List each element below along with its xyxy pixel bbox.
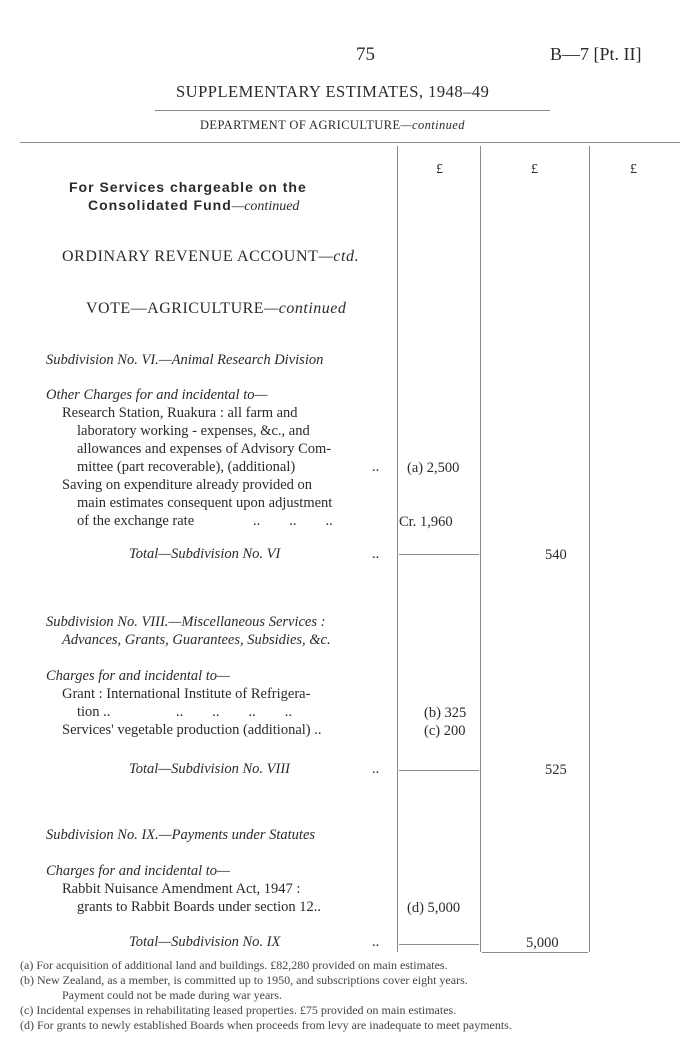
sub9-total-label: Total—Subdivision No. IX bbox=[129, 934, 281, 950]
column-heading-2: £ bbox=[531, 162, 538, 177]
column-rule-1 bbox=[397, 146, 398, 952]
sub8-item1-leaders: .. .. .. .. bbox=[176, 704, 292, 720]
header-rule bbox=[20, 142, 680, 143]
sub9-heading: Subdivision No. IX.—Payments under Statutes bbox=[46, 827, 316, 843]
footnote-b-line2: Payment could not be made during war years. bbox=[62, 988, 282, 1002]
sub8-total-label: Total—Subdivision No. VIII bbox=[129, 761, 290, 777]
sub6-item2-amount: Cr. 1,960 bbox=[399, 514, 453, 530]
sub6-charges: Other Charges for and incidental to— bbox=[46, 387, 268, 403]
services-heading-line1: For Services chargeable on the bbox=[69, 179, 307, 195]
title-rule bbox=[155, 110, 550, 111]
sub6-item2-line2: main estimates consequent upon adjustment bbox=[77, 495, 333, 511]
sub8-item2-amount: (c) 200 bbox=[424, 723, 466, 739]
sub6-item1-line3: allowances and expenses of Advisory Com- bbox=[77, 441, 332, 457]
page-title: SUPPLEMENTARY ESTIMATES, 1948–49 bbox=[176, 82, 490, 101]
footnote-c: (c) Incidental expenses in rehabilitating leased properties. £75 provided on main estimates. bbox=[20, 1003, 457, 1017]
account-suffix: —ctd. bbox=[318, 248, 360, 265]
sub8-item1-line1: Grant : International Institute of Refrigera- bbox=[62, 686, 311, 702]
sub8-total-rule bbox=[399, 770, 479, 771]
sub8-item2: Services' vegetable production (additional) .. bbox=[62, 722, 322, 738]
document-reference: B—7 [Pt. II] bbox=[550, 44, 642, 64]
sub9-total-leaders: .. bbox=[372, 934, 380, 950]
footnote-a: (a) For acquisition of additional land and buildings. £82,280 provided on main estimates. bbox=[20, 958, 448, 972]
sub6-total-rule bbox=[399, 554, 479, 555]
sub6-total-label: Total—Subdivision No. VI bbox=[129, 546, 281, 562]
page-number: 75 bbox=[356, 44, 375, 65]
sub8-heading-line1: Subdivision No. VIII.—Miscellaneous Services : bbox=[46, 614, 326, 630]
department-suffix: —continued bbox=[400, 118, 465, 132]
sub6-item1-leaders: .. bbox=[372, 459, 380, 475]
footnote-b-line1: (b) New Zealand, as a member, is committed up to 1950, and subscriptions cover eight years. bbox=[20, 973, 468, 987]
sub8-total-amount: 525 bbox=[545, 762, 567, 778]
sub6-total-leaders: .. bbox=[372, 546, 380, 562]
sub6-item1-line4: mittee (part recoverable), (additional) bbox=[77, 459, 296, 475]
column-rule-2 bbox=[480, 146, 481, 952]
column-heading-3: £ bbox=[630, 162, 637, 177]
column-rule-3 bbox=[589, 146, 590, 952]
sub8-total-leaders: .. bbox=[372, 761, 380, 777]
account-label: ORDINARY REVENUE ACCOUNT bbox=[62, 248, 319, 265]
sub9-item1-amount: (d) 5,000 bbox=[407, 900, 461, 916]
sub6-item1-line2: laboratory working - expenses, &c., and bbox=[77, 423, 310, 439]
services-heading-line2 bbox=[88, 197, 299, 215]
sub9-charges: Charges for and incidental to— bbox=[46, 863, 230, 879]
vote-heading bbox=[86, 300, 346, 318]
sub6-item1-amount: (a) 2,500 bbox=[407, 460, 460, 476]
sub6-item2-leaders: .. .. .. bbox=[253, 513, 333, 529]
sub6-item1-line1: Research Station, Ruakura : all farm and bbox=[62, 405, 298, 421]
sub6-heading: Subdivision No. VI.—Animal Research Division bbox=[46, 352, 324, 368]
sub9-total-underline bbox=[482, 952, 588, 953]
services-suffix: —continued bbox=[231, 199, 300, 214]
sub8-heading-line2: Advances, Grants, Guarantees, Subsidies, &c. bbox=[62, 632, 331, 648]
column-heading-1: £ bbox=[436, 162, 443, 177]
sub8-charges: Charges for and incidental to— bbox=[46, 668, 230, 684]
sub6-item2-line1: Saving on expenditure already provided on bbox=[62, 477, 313, 493]
sub8-item1-amount: (b) 325 bbox=[424, 705, 467, 721]
sub9-item1-line2: grants to Rabbit Boards under section 12.. bbox=[77, 899, 322, 915]
sub9-total-amount: 5,000 bbox=[526, 935, 559, 951]
footnote-d: (d) For grants to newly established Boards when proceeds from levy are inadequate to meet payments. bbox=[20, 1018, 512, 1032]
sub6-total-amount: 540 bbox=[545, 547, 567, 563]
sub8-item1-line2: tion .. bbox=[77, 704, 111, 720]
sub6-item2-line3: of the exchange rate bbox=[77, 513, 195, 529]
vote-label: VOTE—AGRICULTURE bbox=[86, 300, 265, 317]
vote-suffix: —continued bbox=[264, 300, 347, 317]
sub9-total-rule bbox=[399, 944, 479, 945]
department-name: DEPARTMENT OF AGRICULTURE bbox=[200, 118, 401, 132]
sub9-item1-line1: Rabbit Nuisance Amendment Act, 1947 : bbox=[62, 881, 301, 897]
department-heading bbox=[200, 118, 465, 133]
account-heading bbox=[62, 248, 359, 266]
services-fund: Consolidated Fund bbox=[88, 197, 232, 213]
